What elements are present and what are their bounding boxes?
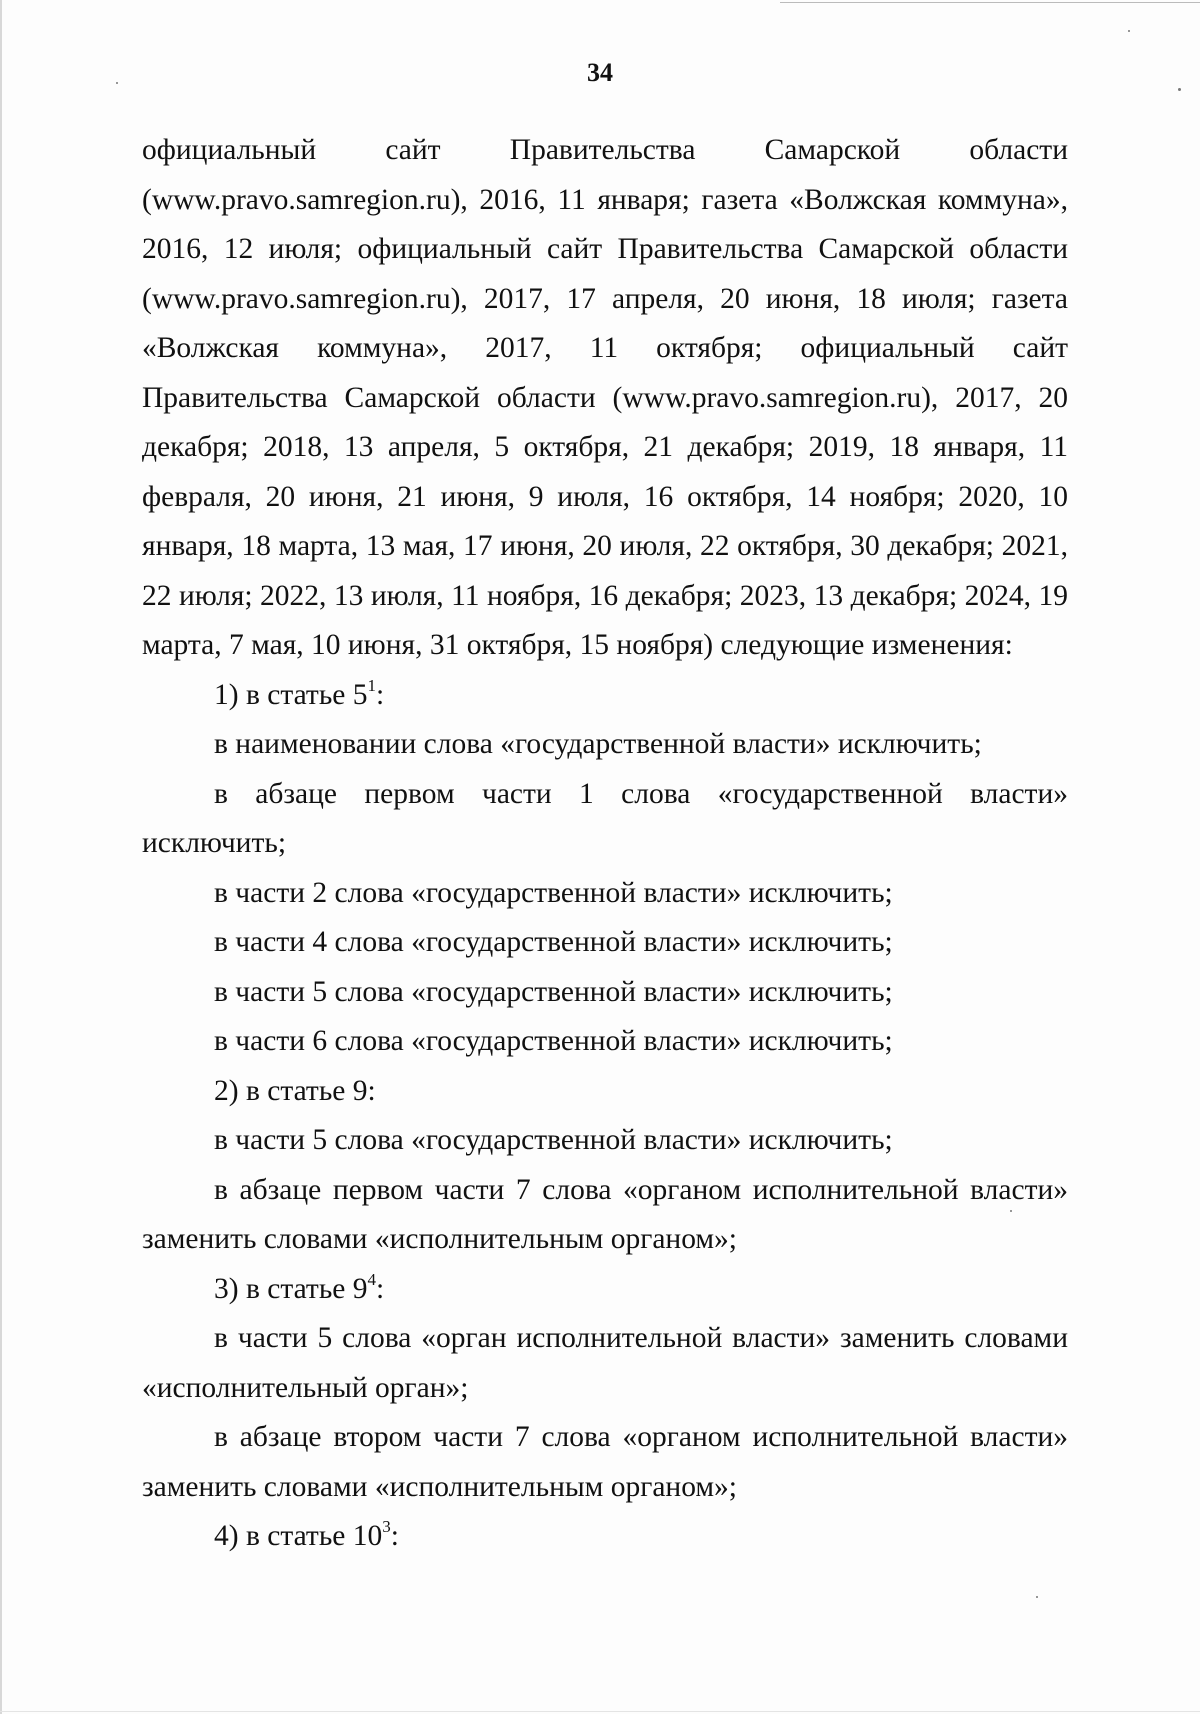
paragraph-continuation <box>142 126 1068 671</box>
superscript: 1 <box>367 675 376 695</box>
paragraph-text: в части 4 слова «государственной власти» исключить; <box>214 926 893 958</box>
paragraph <box>142 968 1068 1018</box>
paragraph-text: в части 5 слова «государственной власти» исключить; <box>214 1124 893 1156</box>
paragraph-text: в части 2 слова «государственной власти» исключить; <box>214 876 893 909</box>
paragraph-text: 4) в статье 10 <box>214 1520 383 1552</box>
paragraph-suffix: : <box>376 1272 385 1305</box>
paragraph <box>142 720 1068 770</box>
paragraph <box>142 918 1068 968</box>
paragraph <box>142 770 1068 869</box>
paragraph-text: 1) в статье 5 <box>214 678 368 711</box>
scan-edge-top <box>780 2 1200 3</box>
paragraph-text: в части 5 слова «государственной власти» исключить; <box>214 975 893 1008</box>
paragraph <box>142 1413 1068 1512</box>
paragraph-text: в части 5 слова «орган исполнительной власти» заменить словами «исполнительный орган»; <box>142 1322 1068 1404</box>
paragraph-suffix: : <box>390 1520 399 1552</box>
page-number: 34 <box>587 58 613 87</box>
paragraph-text: в части 6 слова «государственной власти» исключить; <box>214 1025 893 1057</box>
paragraph-text: 3) в статье 9 <box>214 1272 368 1305</box>
paragraph-suffix: : <box>376 678 385 711</box>
paragraph-text: в абзаце первом части 7 слова «органом исполнительной власти» заменить словами «исполнительным органом»; <box>142 1173 1068 1255</box>
scan-speck <box>1178 88 1181 91</box>
scan-edge-bottom <box>0 1711 1200 1712</box>
paragraph <box>142 1166 1068 1265</box>
list-item-heading <box>142 1265 1068 1315</box>
paragraph <box>142 1314 1068 1413</box>
superscript: 3 <box>382 1517 391 1536</box>
paragraph-text: официальный сайт Правительства Самарской области (www.pravo.samregion.ru), 2016, 11 января; газета «Волжская коммуна», 2016, 12 июля; официальный сайт Правительства Самарской области (www.pravo.samregion.ru), 2017, 17 апреля, 20 июня, 18 июля; газета «Волжская коммуна», 2017, 11 октября; официальный сайт Правительства Самарской области (www.pravo.samregion.ru), 2017, 20 декабря; 2018, 13 апреля, 5 октября, 21 декабря; 2019, 18 января, 11 февраля, 20 июня, 21 июня, 9 июля, 16 октября, 14 ноября; 2020, 10 января, 18 марта, 13 мая, 17 июня, 20 июля, 22 октября, 30 декабря; 2021, 22 июля; 2022, 13 июля, 11 ноября, 16 декабря; 2023, 13 декабря; 2024, 19 марта, 7 мая, 10 июня, 31 октября, 15 ноября) следующие изменения: <box>142 134 1068 661</box>
scan-speck <box>1128 30 1130 32</box>
list-item-heading <box>142 671 1068 721</box>
paragraph <box>142 1017 1068 1067</box>
scan-speck <box>1036 1596 1038 1598</box>
paragraph-text: в абзаце втором части 7 слова «органом исполнительной власти» заменить словами «исполнительным органом»; <box>142 1421 1068 1503</box>
document-body <box>142 126 1068 1562</box>
paragraph-text: в абзаце первом части 1 слова «государственной власти» исключить; <box>142 777 1068 859</box>
paragraph-text: в наименовании слова «государственной власти» исключить; <box>214 728 982 760</box>
paragraph <box>142 1067 1068 1117</box>
superscript: 4 <box>367 1269 376 1289</box>
paragraph <box>142 869 1068 919</box>
scan-edge-left <box>0 0 2 1714</box>
paragraph <box>142 1116 1068 1166</box>
paragraph-text: 2) в статье 9: <box>214 1074 376 1107</box>
list-item-heading <box>142 1512 1068 1562</box>
